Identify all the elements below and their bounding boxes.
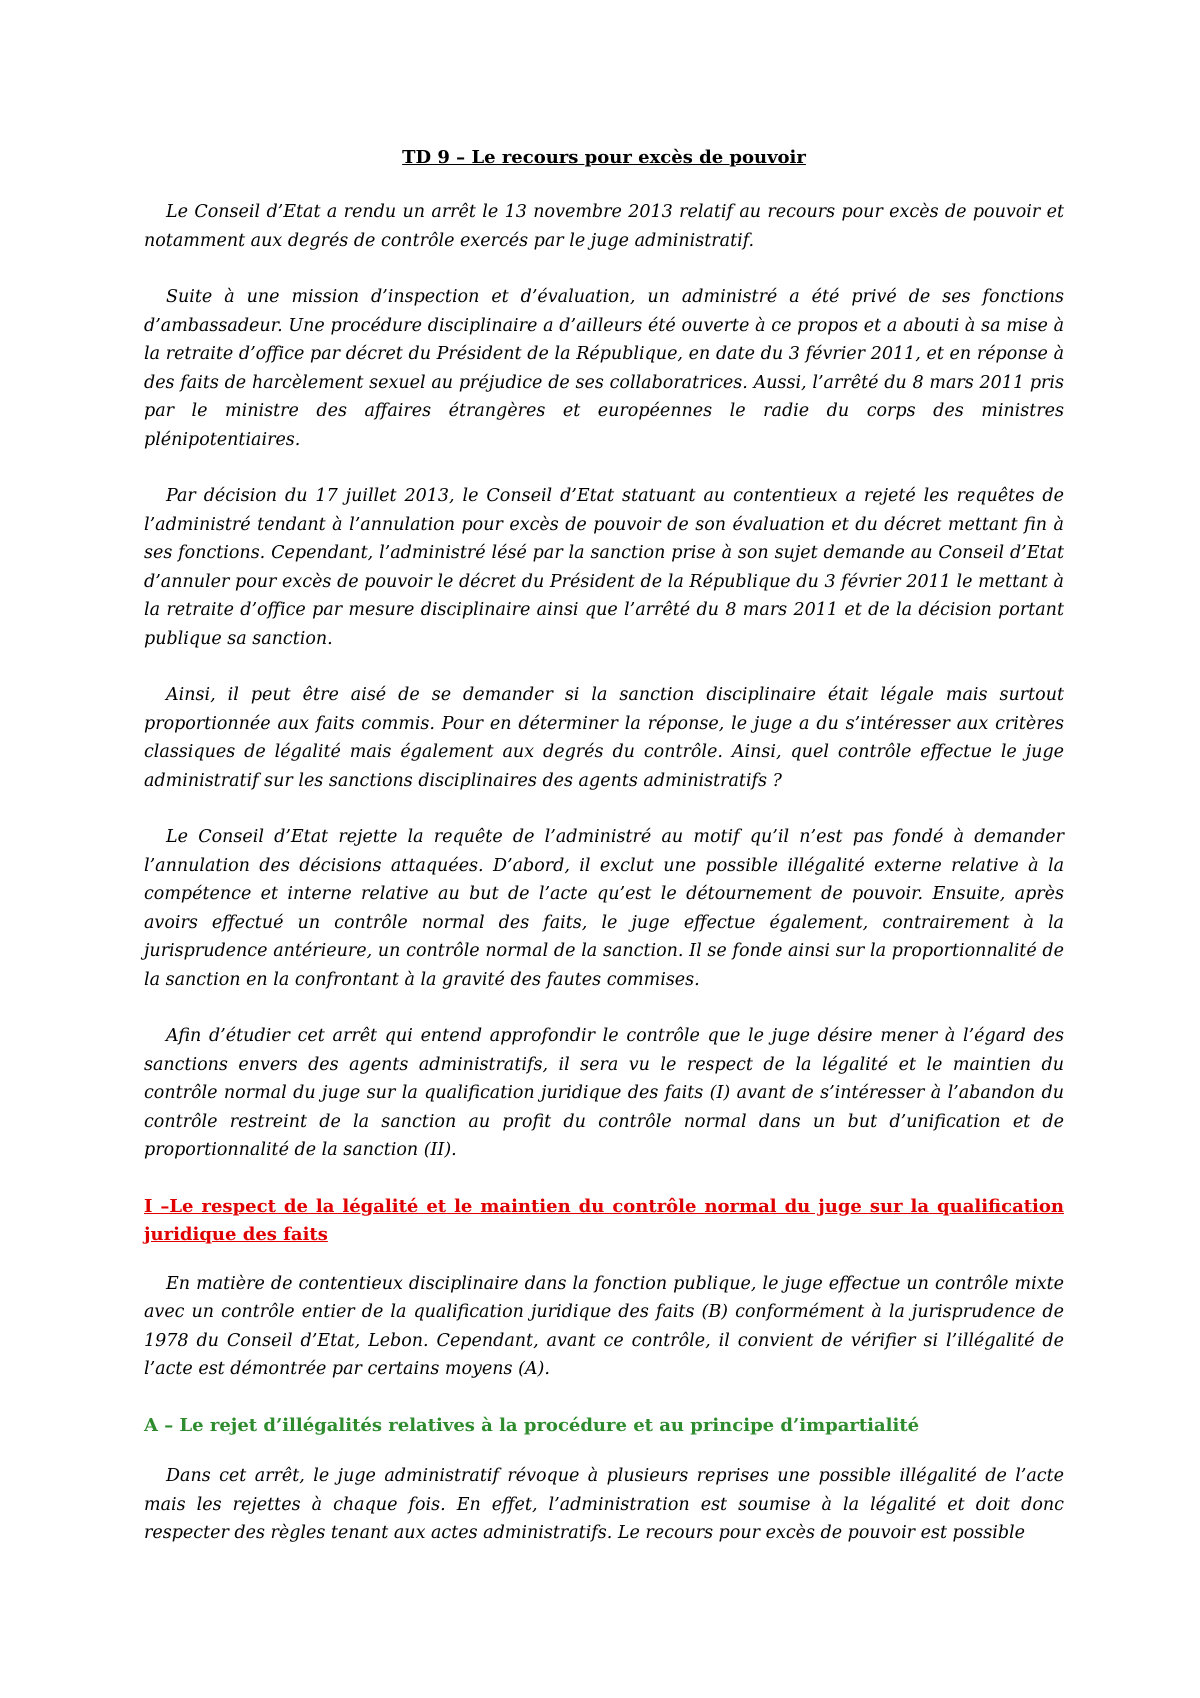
subsection-heading-a: A – Le rejet d’illégalités relatives à la procédure et au principe d’impartialité bbox=[144, 1414, 920, 1436]
paragraph-plan: Afin d’étudier cet arrêt qui entend approfondir le contrôle que le juge désire mener à l’égard des sanctions envers des agents administratifs, il sera vu le respect de la légalité et le maintien du contrôle normal du juge sur la qualification juridique des faits (I) avant de s’intéresser à l’abandon du contrôle restreint de la sanction au profit du contrôle normal dans un but d’unification et de proportionnalité de la sanction (II). bbox=[144, 1026, 1064, 1160]
paragraph-procedure: Par décision du 17 juillet 2013, le Conseil d’Etat statuant au contentieux a rejeté les requêtes de l’administré tendant à l’annulation pour excès de pouvoir de son évaluation et du décret mettant fin à ses fonctions. Cependant, l’administré lésé par la sanction prise à son sujet demande au Conseil d’Etat d’annuler pour excès de pouvoir le décret du Président de la République du 3 février 2011 le mettant à la retraite d’office par mesure disciplinaire ainsi que l’arrêté du 8 mars 2011 et de la décision portant publique sa sanction. bbox=[144, 486, 1064, 649]
document-page bbox=[144, 144, 1064, 1576]
section-heading-1: I –Le respect de la légalité et le maintien du contrôle normal du juge sur la qualification juridique des faits bbox=[144, 1195, 1064, 1245]
paragraph-problem: Ainsi, il peut être aisé de se demander si la sanction disciplinaire était légale mais surtout proportionnée aux faits commis. Pour en déterminer la réponse, le juge a du s’intéresser aux critères classiques de légalité mais également aux degrés du contrôle. Ainsi, quel contrôle effectue le juge administratif sur les sanctions disciplinaires des agents administratifs ? bbox=[144, 685, 1064, 791]
paragraph-facts: Suite à une mission d’inspection et d’évaluation, un administré a été privé de ses fonctions d’ambassadeur. Une procédure disciplinaire a d’ailleurs été ouverte à ce propos et a abouti à sa mise à la retraite d’office par décret du Président de la République, en date du 3 février 2011, et en réponse à des faits de harcèlement sexuel au préjudice de ses collaboratrices. Aussi, l’arrêté du 8 mars 2011 pris par le ministre des affaires étrangères et européennes le radie du corps des ministres plénipotentiaires. bbox=[144, 287, 1064, 450]
paragraph-intro: Le Conseil d’Etat a rendu un arrêt le 13 novembre 2013 relatif au recours pour excès de pouvoir et notamment aux degrés de contrôle exercés par le juge administratif. bbox=[144, 202, 1064, 251]
document-title: TD 9 – Le recours pour excès de pouvoir bbox=[402, 147, 806, 168]
subsection-a-text: Dans cet arrêt, le juge administratif révoque à plusieurs reprises une possible illégalité de l’acte mais les rejettes à chaque fois. En effet, l’administration est soumise à la légalité et doit donc respecter des règles tenant aux actes administratifs. Le recours pour excès de pouvoir est possible bbox=[144, 1466, 1064, 1543]
paragraph-solution: Le Conseil d’Etat rejette la requête de l’administré au motif qu’il n’est pas fondé à demander l’annulation des décisions attaquées. D’abord, il exclut une possible illégalité externe relative à la compétence et interne relative au but de l’acte qu’est le détournement de pouvoir. Ensuite, après avoirs effectué un contrôle normal des faits, le juge effectue également, contrairement à la jurisprudence antérieure, un contrôle normal de la sanction. Il se fonde ainsi sur la proportionnalité de la sanction en la confrontant à la gravité des fautes commises. bbox=[144, 827, 1064, 990]
section-1-intro: En matière de contentieux disciplinaire dans la fonction publique, le juge effectue un contrôle mixte avec un contrôle entier de la qualification juridique des faits (B) conformément à la jurisprudence de 1978 du Conseil d’Etat, Lebon. Cependant, avant ce contrôle, il convient de vérifier si l’illégalité de l’acte est démontrée par certains moyens (A). bbox=[144, 1273, 1064, 1379]
